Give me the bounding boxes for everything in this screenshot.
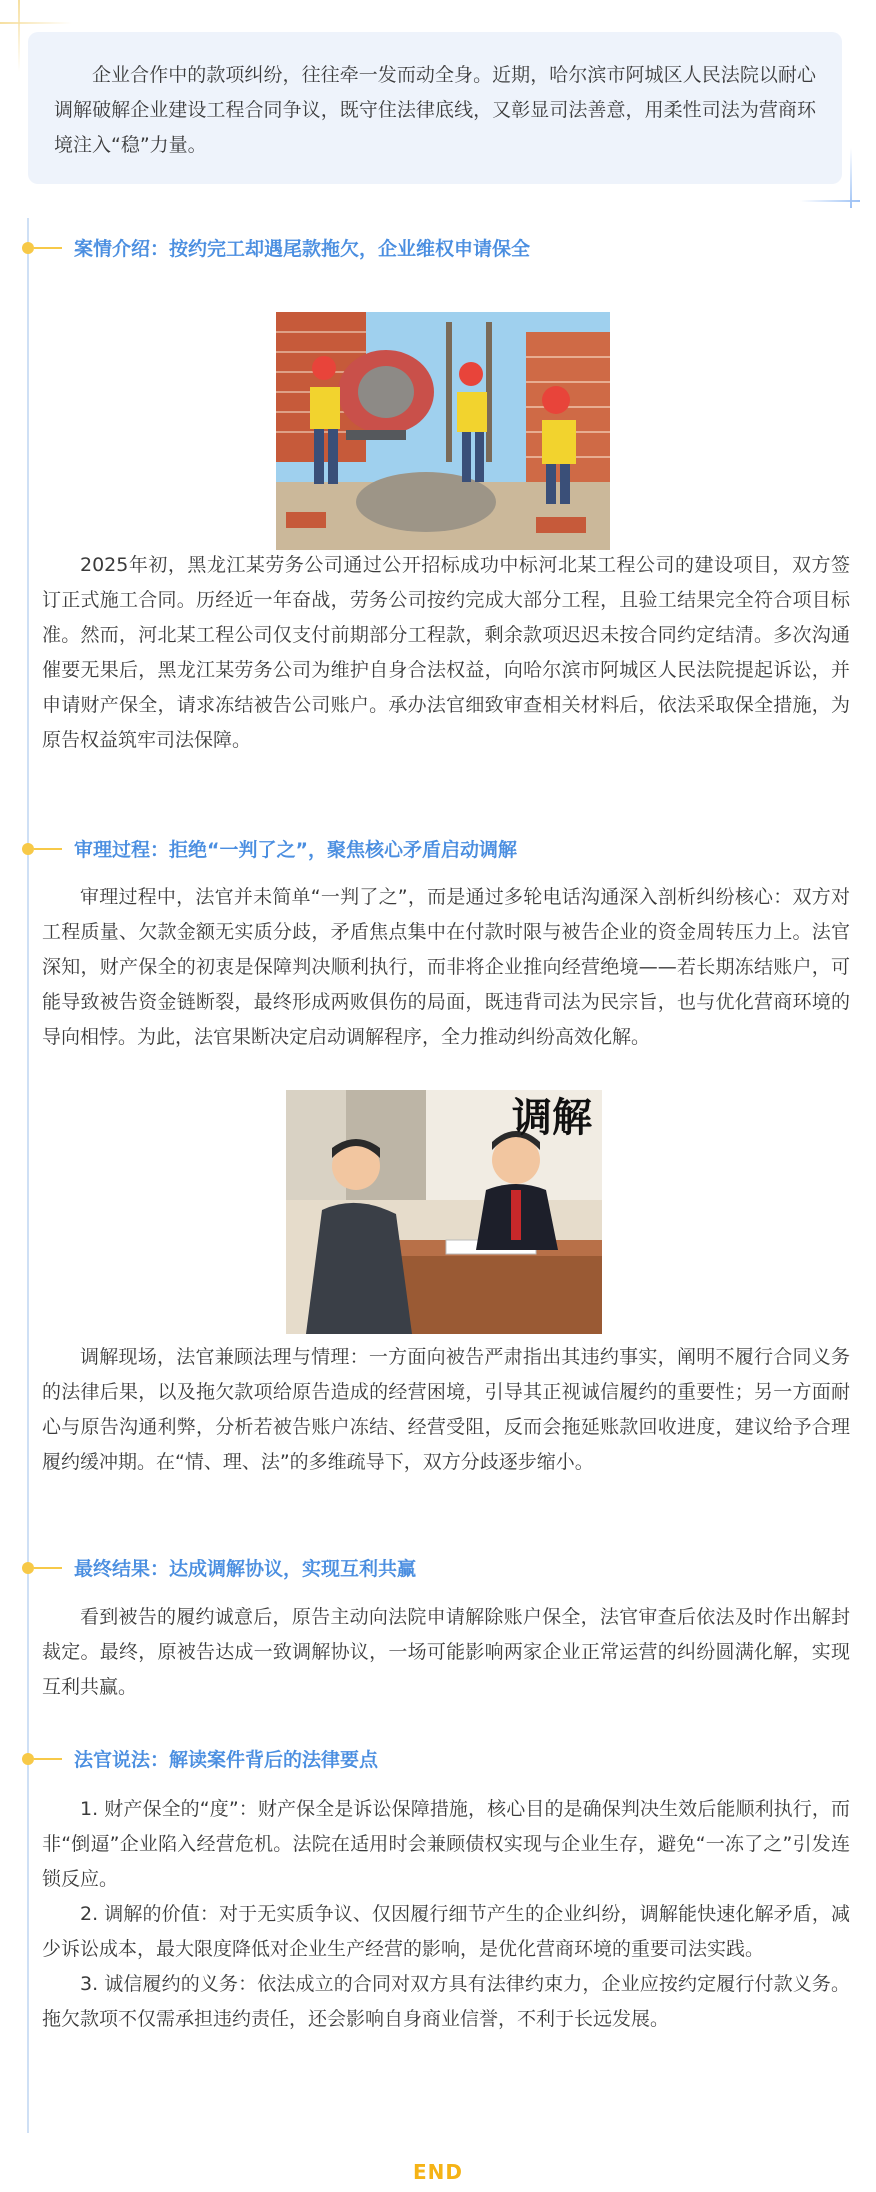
corner-decoration: [18, 0, 20, 72]
construction-workers-image: [276, 312, 610, 550]
section-heading: 案情介绍：按约完工却遇尾款拖欠，企业维权申请保全: [74, 238, 531, 260]
body-paragraph: 2. 调解的价值：对于无实质争议、仅因履行细节产生的企业纠纷，调解能快速化解矛盾，减少诉讼成本，最大限度降低对企业生产经营的影响，是优化营商环境的重要司法实践。: [42, 1903, 850, 1960]
timeline-line: [27, 218, 29, 2133]
section-marker: [22, 1753, 34, 1765]
section-marker-line: [34, 1758, 62, 1760]
body-paragraph: 2025年初，黑龙江某劳务公司通过公开招标成功中标河北某工程公司的建设项目，双方签订正式施工合同。历经近一年奋战，劳务公司按约完成大部分工程，且验工结果完全符合项目标准。然而，河北某工程公司仅支付前期部分工程款，剩余款项迟迟未按合同约定结清。多次沟通催要无果后，黑龙江某劳务公司为维护自身合法权益，向哈尔滨市阿城区人民法院提起诉讼，并申请财产保全，请求冻结被告公司账户。承办法官细致审查相关材料后，依法采取保全措施，为原告权益筑牢司法保障。: [42, 554, 850, 751]
section-body: [42, 880, 850, 1092]
corner-decoration: [850, 148, 852, 208]
end-label: END: [412, 2160, 463, 2184]
body-paragraph: 审理过程中，法官并未简单“一判了之”，而是通过多轮电话沟通深入剖析纠纷核心：双方对工程质量、欠款金额无实质分歧，矛盾焦点集中在付款时限与被告企业的资金周转压力上。法官深知，财产保全的初衷是保障判决顺利执行，而非将企业推向经营绝境——若长期冻结账户，可能导致被告资金链断裂，最终形成两败俱伤的局面，既违背司法为民宗旨，也与优化营商环境的导向相悖。为此，法官果断决定启动调解程序，全力推动纠纷高效化解。: [42, 886, 850, 1048]
body-paragraph: 3. 诚信履约的义务：依法成立的合同对双方具有法律约束力，企业应按约定履行付款义务。拖欠款项不仅需承担违约责任，还会影响自身商业信誉，不利于长远发展。: [42, 1973, 850, 2030]
section-heading: 最终结果：达成调解协议，实现互利共赢: [74, 1558, 417, 1580]
section-heading: 审理过程：拒绝“一判了之”，聚焦核心矛盾启动调解: [74, 839, 517, 861]
section-body: [42, 1792, 850, 2108]
section-body: [42, 548, 850, 800]
section-marker: [22, 843, 34, 855]
mediation-image: [286, 1090, 602, 1334]
section-marker-line: [34, 247, 62, 249]
corner-decoration: [800, 200, 860, 202]
intro-paragraph: 企业合作中的款项纠纷，往往牵一发而动全身。近期，哈尔滨市阿城区人民法院以耐心调解破解企业建设工程合同争议，既守住法律底线，又彰显司法善意，用柔性司法为营商环境注入“稳”力量。: [54, 64, 816, 156]
section-heading: 法官说法：解读案件背后的法律要点: [74, 1749, 379, 1771]
body-paragraph: 看到被告的履约诚意后，原告主动向法院申请解除账户保全，法官审查后依法及时作出解封裁定。最终，原被告达成一致调解协议，一场可能影响两家企业正常运营的纠纷圆满化解，实现互利共赢。: [42, 1606, 850, 1698]
section-marker: [22, 1562, 34, 1574]
section-body: [42, 1340, 850, 1522]
section-body: [42, 1600, 850, 1710]
section-marker: [22, 242, 34, 254]
body-paragraph: 调解现场，法官兼顾法理与情理：一方面向被告严肃指出其违约事实，阐明不履行合同义务的法律后果，以及拖欠款项给原告造成的经营困境，引导其正视诚信履约的重要性；另一方面耐心与原告沟通利弊，分析若被告账户冻结、经营受阻，反而会拖延账款回收进度，建议给予合理履约缓冲期。在“情、理、法”的多维疏导下，双方分歧逐步缩小。: [42, 1346, 850, 1473]
corner-decoration: [0, 22, 72, 24]
section-marker-line: [34, 848, 62, 850]
intro-box: [28, 32, 842, 184]
section-marker-line: [34, 1567, 62, 1569]
body-paragraph: 1. 财产保全的“度”：财产保全是诉讼保障措施，核心目的是确保判决生效后能顺利执行，而非“倒逼”企业陷入经营危机。法院在适用时会兼顾债权实现与企业生存，避免“一冻了之”引发连锁反应。: [42, 1798, 850, 1890]
image-caption: 调解: [512, 1095, 592, 1141]
